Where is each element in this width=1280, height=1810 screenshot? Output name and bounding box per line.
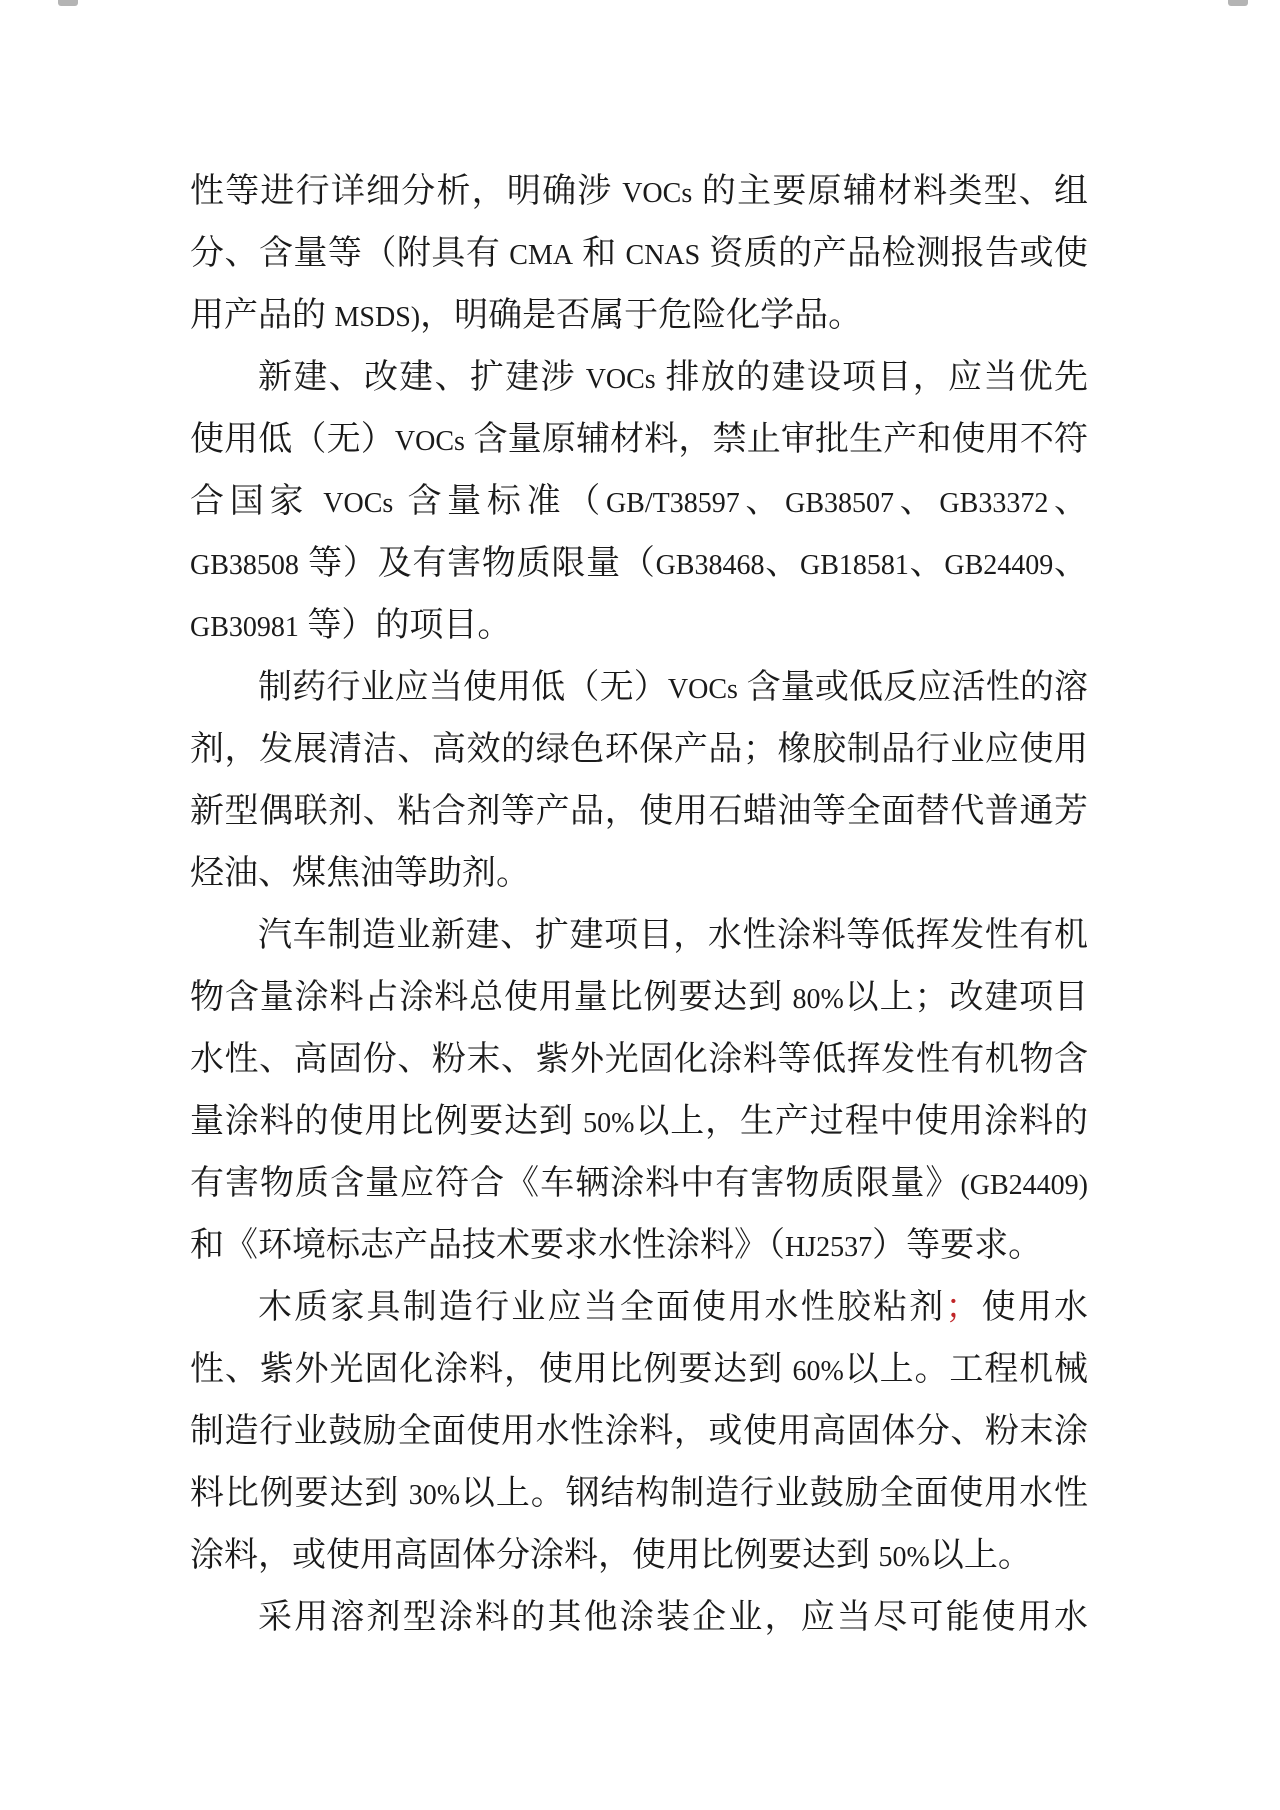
text-segment: 采用溶剂型涂料的其他涂装企业，应当尽可能使用水 [258, 1599, 1088, 1636]
latin-run: VOCs [622, 178, 693, 209]
scan-artifact-left [58, 0, 78, 6]
document-text [190, 161, 1088, 1649]
latin-run: VOCs [323, 488, 394, 519]
latin-run: GB38507 [785, 488, 895, 519]
text-segment: 量涂料的使用比例要达到 50%以上，生产过程中使用涂料的 [190, 1103, 1089, 1140]
text-segment: 汽车制造业新建、扩建项目，水性涂料等低挥发性有机 [258, 917, 1088, 954]
latin-run: 60% [792, 1356, 844, 1387]
latin-run: GB30981 [190, 612, 299, 643]
text-line [190, 161, 1088, 223]
text-line [190, 1339, 1088, 1401]
text-line [190, 657, 1088, 719]
text-segment: 和《环境标志产品技术要求水性涂料》（HJ2537）等要求。 [190, 1227, 1043, 1264]
text-segment: 用产品的 MSDS)，明确是否属于危险化学品。 [190, 297, 863, 334]
text-line [190, 1153, 1088, 1215]
latin-run: MSDS) [334, 302, 421, 333]
latin-run: HJ2537 [785, 1232, 873, 1263]
latin-run: 50% [583, 1108, 635, 1139]
text-line [190, 719, 1088, 781]
paragraph-1 [190, 161, 1088, 347]
text-line [190, 967, 1088, 1029]
text-line [190, 285, 1088, 347]
text-line [190, 843, 1088, 905]
text-segment: 剂，发展清洁、高效的绿色环保产品；橡胶制品行业应使用 [190, 731, 1088, 768]
text-line [190, 223, 1088, 285]
text-segment: 烃油、煤焦油等助剂。 [190, 855, 530, 892]
text-segment: 有害物质含量应符合《车辆涂料中有害物质限量》(GB24409) [190, 1165, 1088, 1202]
text-line [190, 1463, 1088, 1525]
paragraph-4 [190, 905, 1088, 1277]
text-line [190, 533, 1088, 595]
text-line [190, 1215, 1088, 1277]
paragraph-5 [190, 1277, 1088, 1587]
latin-run: VOCs [667, 674, 738, 705]
text-segment: 合国家 VOCs 含量标准（GB/T38597、GB38507、GB33372、 [190, 483, 1089, 520]
latin-run: CNAS [625, 240, 701, 271]
text-line [190, 781, 1088, 843]
text-line [190, 409, 1088, 471]
text-segment: 性等进行详细分析，明确涉 VOCs 的主要原辅材料类型、组 [190, 173, 1089, 210]
text-line [190, 1029, 1088, 1091]
text-segment: GB38508 等）及有害物质限量（GB38468、GB18581、GB24409、 [190, 545, 1089, 582]
text-segment: 分、含量等（附具有 CMA 和 CNAS 资质的产品检测报告或使 [190, 235, 1089, 272]
latin-run: GB38468 [655, 550, 765, 581]
scan-artifact-right [1228, 0, 1248, 6]
text-line [190, 347, 1088, 409]
latin-run: GB33372 [939, 488, 1049, 519]
paragraph-2 [190, 347, 1088, 657]
text-segment: 使用水 [979, 1289, 1088, 1326]
latin-run: GB24409 [944, 550, 1054, 581]
text-segment: GB30981 等）的项目。 [190, 607, 512, 644]
text-segment: 料比例要达到 30%以上。钢结构制造行业鼓励全面使用水性 [190, 1475, 1089, 1512]
text-line [190, 1091, 1088, 1153]
text-segment: 制药行业应当使用低（无）VOCs 含量或低反应活性的溶 [258, 669, 1089, 706]
text-segment: 新建、改建、扩建涉 VOCs 排放的建设项目，应当优先 [258, 359, 1089, 396]
latin-run: 30% [408, 1480, 461, 1511]
text-segment: 性、紫外光固化涂料，使用比例要达到 60%以上。工程机械 [190, 1351, 1089, 1388]
text-line [190, 1401, 1088, 1463]
text-line [190, 471, 1088, 533]
latin-run: (GB24409) [960, 1170, 1088, 1201]
latin-run: GB38508 [190, 550, 299, 581]
latin-run: GB18581 [799, 550, 909, 581]
text-line [190, 1587, 1088, 1649]
latin-run: GB/T38597 [605, 488, 740, 519]
text-segment: 新型偶联剂、粘合剂等产品，使用石蜡油等全面替代普通芳 [190, 793, 1088, 830]
text-line [190, 1277, 1088, 1339]
text-segment: 水性、高固份、粉末、紫外光固化涂料等低挥发性有机物含 [190, 1041, 1088, 1078]
paragraph-3 [190, 657, 1088, 905]
latin-run: VOCs [394, 426, 465, 457]
text-segment: 物含量涂料占涂料总使用量比例要达到 80%以上；改建项目 [190, 979, 1089, 1016]
latin-run: VOCs [585, 364, 656, 395]
text-line [190, 905, 1088, 967]
text-segment: 使用低（无）VOCs 含量原辅材料，禁止审批生产和使用不符 [190, 421, 1089, 458]
text-line [190, 1525, 1088, 1587]
text-segment: 制造行业鼓励全面使用水性涂料，或使用高固体分、粉末涂 [190, 1413, 1088, 1450]
text-segment: 木质家具制造行业应当全面使用水性胶粘剂 [258, 1289, 946, 1326]
text-line [190, 595, 1088, 657]
paragraph-6 [190, 1587, 1088, 1649]
latin-run: 80% [792, 984, 844, 1015]
latin-run: CMA [509, 240, 574, 271]
text-segment: 涂料，或使用高固体分涂料，使用比例要达到 50%以上。 [190, 1537, 1032, 1574]
latin-run: 50% [878, 1542, 930, 1573]
red-semicolon: ； [945, 1289, 980, 1326]
